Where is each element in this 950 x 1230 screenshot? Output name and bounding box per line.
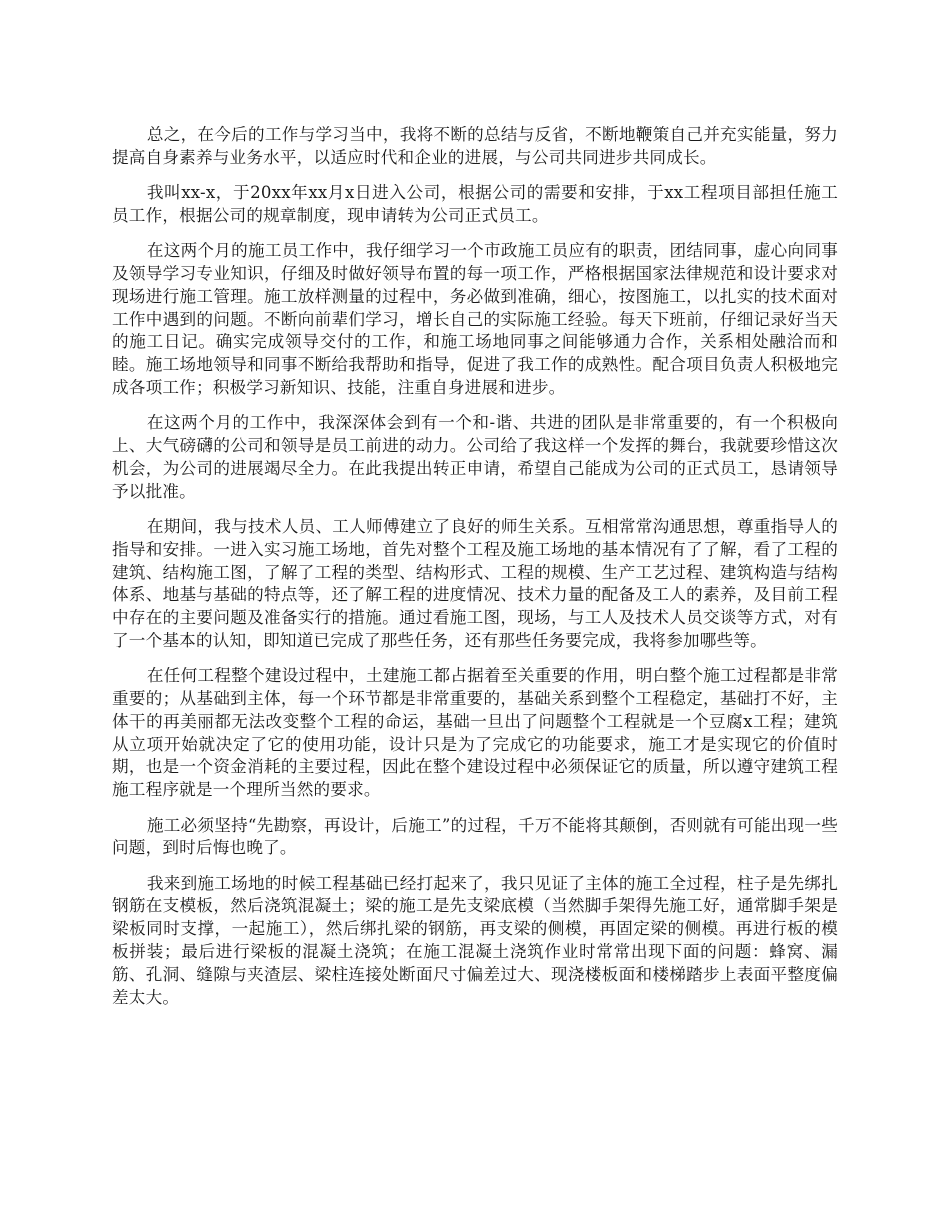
paragraph-internship: 在期间，我与技术人员、工人师傅建立了良好的师生关系。互相常常沟通思想，尊重指导人的指导和安排。一进入实习施工场地，首先对整个工程及施工场地的基本情况有了了解，看了工程的建筑、结构施工图，了解了工程的类型、结构形式、工程的规模、生产工艺过程、建筑构造与结构体系、地基与基础的特点等，还了解工程的进度情况、技术力量的配备及工人的素养，及目前工程中存在的主要问题及准备实行的措施。通过看施工图，现场，与工人及技术人员交谈等方式，对有了一个基本的认知，即知道已完成了那些任务，还有那些任务要完成，我将参加哪些等。 bbox=[112, 516, 838, 650]
paragraph-construction-process: 施工必须坚持“先勘察，再设计，后施工”的过程，千万不能将其颠倒，否则就有可能出现一些问题，到时后悔也晚了。 bbox=[112, 815, 838, 858]
paragraph-summary: 总之，在今后的工作与学习当中，我将不断的总结与反省，不断地鞭策自己并充实能量，努力提高自身素养与业务水平，以适应时代和企业的进展，与公司共同进步共同成长。 bbox=[112, 125, 838, 167]
paragraph-site-observation: 我来到施工场地的时候工程基础已经打起来了，我只见证了主体的施工全过程，柱子是先绑扎钢筋在支模板，然后浇筑混凝土；梁的施工是先支梁底模（当然脚手架得先施工好，通常脚手架是梁板同时支撑，一起施工），然后绑扎梁的钢筋，再支梁的侧模，再固定梁的侧模。再进行板的模板拼装；最后进行梁板的混凝土浇筑；在施工混凝土浇筑作业时常常出现下面的问题：蜂窝、漏筋、孔洞、缝隙与夹渣层、梁柱连接处断面尺寸偏差过大、现浇楼板面和楼梯踏步上表面平整度偏差太大。 bbox=[112, 873, 838, 1007]
paragraph-team-reflection: 在这两个月的工作中，我深深体会到有一个和-谐、共进的团队是非常重要的，有一个积极向上、大气磅礴的公司和领导是员工前进的动力。公司给了我这样一个发挥的舞台，我就要珍惜这次机会，为公司的进展竭尽全力。在此我提出转正申请，希望自己能成为公司的正式员工，恳请领导予以批准。 bbox=[112, 413, 838, 501]
document-body bbox=[112, 124, 838, 1022]
paragraph-introduction: 我叫xx-x，于20xx年xx月x日进入公司，根据公司的需要和安排，于xx工程项目部担任施工员工作，根据公司的规章制度，现申请转为公司正式员工。 bbox=[112, 183, 838, 225]
paragraph-construction-importance: 在任何工程整个建设过程中，土建施工都占据着至关重要的作用，明白整个施工过程都是非常重要的；从基础到主体，每一个环节都是非常重要的，基础关系到整个工程稳定，基础打不好，主体干的再美丽都无法改变整个工程的命运，基础一旦出了问题整个工程就是一个豆腐x工程；建筑从立项开始就决定了它的使用功能，设计只是为了完成它的功能要求，施工才是实现它的价值时期，也是一个资金消耗的主要过程，因此在整个建设过程中必须保证它的质量，所以遵守建筑工程施工程序就是一个理所当然的要求。 bbox=[112, 666, 838, 800]
paragraph-work-experience: 在这两个月的施工员工作中，我仔细学习一个市政施工员应有的职责，团结同事，虚心向同事及领导学习专业知识，仔细及时做好领导布置的每一项工作，严格根据国家法律规范和设计要求对现场进行施工管理。施工放样测量的过程中，务必做到准确，细心，按图施工，以扎实的技术面对工作中遇到的问题。不断向前辈们学习，增长自己的实际施工经验。每天下班前，仔细记录好当天的施工日记。确实完成领导交付的工作，和施工场地同事之间能够通力合作，关系相处融洽而和睦。施工场地领导和同事不断给我帮助和指导，促进了我工作的成熟性。配合项目负责人积极地完成各项工作；积极学习新知识、技能，注重自身进展和进步。 bbox=[112, 241, 838, 397]
